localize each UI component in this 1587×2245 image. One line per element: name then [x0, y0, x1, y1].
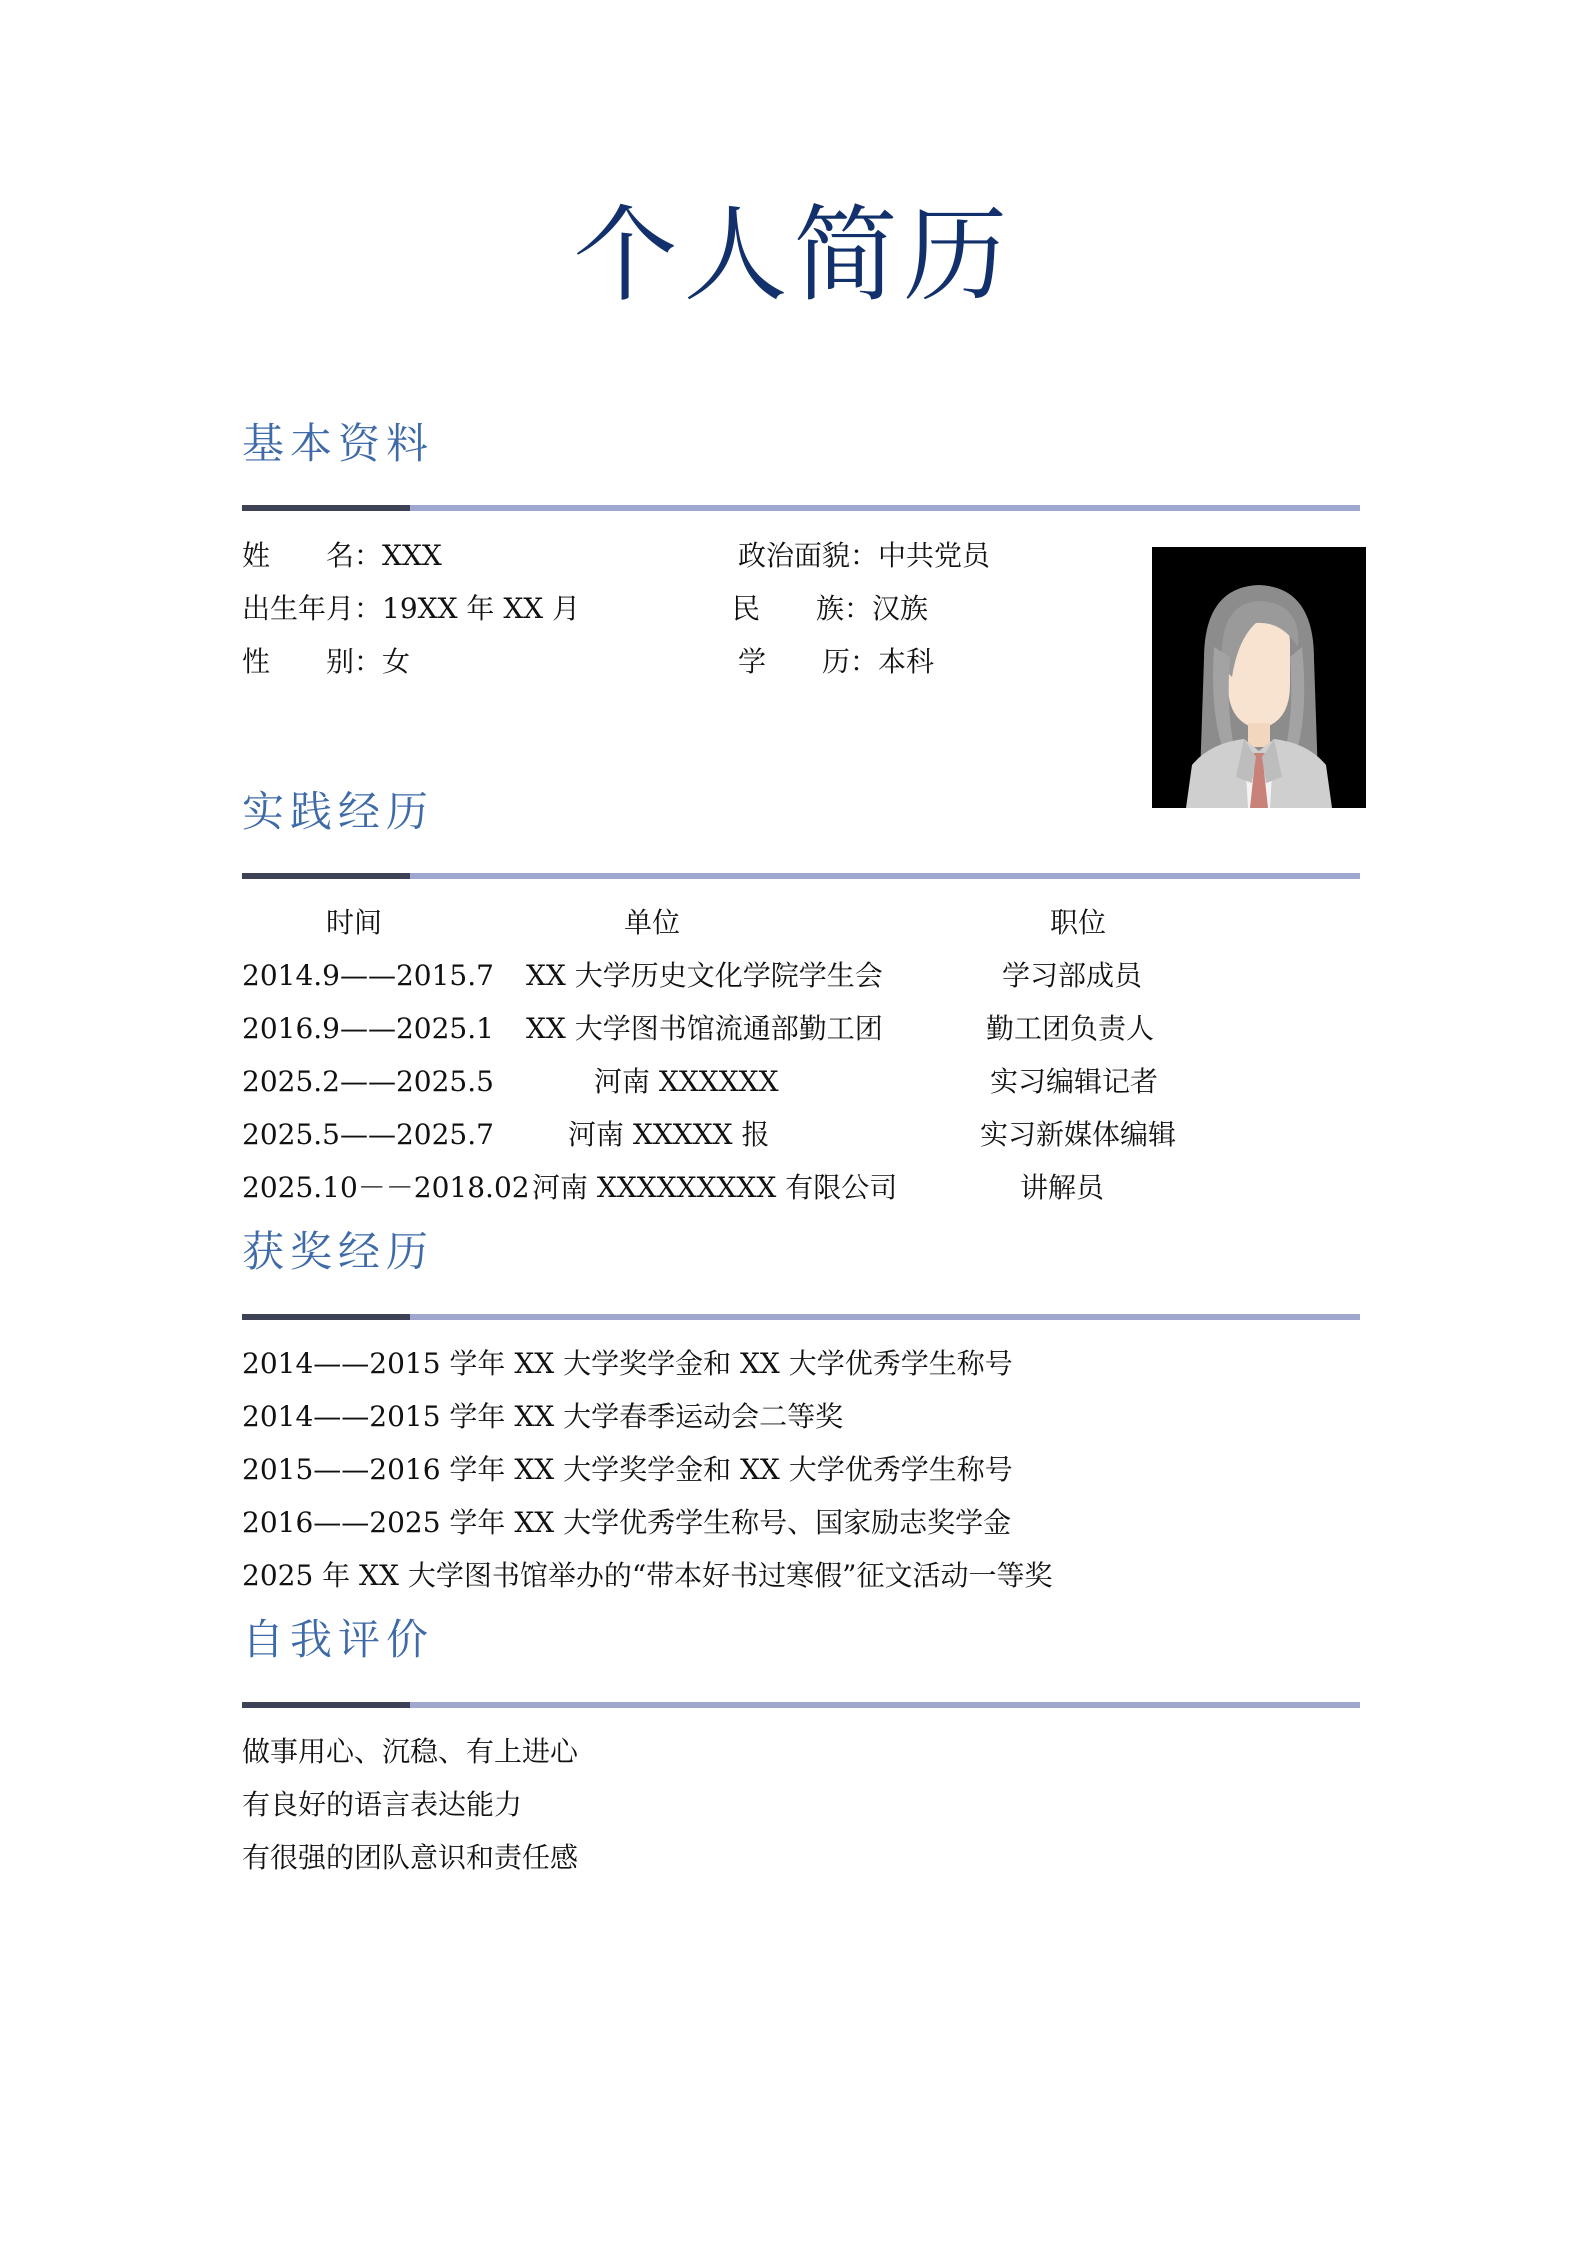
info-value: 汉族 — [872, 592, 929, 625]
profile-photo — [1152, 547, 1366, 808]
section-self-evaluation — [242, 1610, 1360, 1670]
info-label: 姓 名： — [242, 539, 383, 572]
self-evaluation-item: 有良好的语言表达能力 — [242, 1788, 523, 1821]
section-divider — [242, 873, 1360, 879]
info-value: 中共党员 — [878, 539, 991, 572]
section-divider — [242, 505, 1360, 511]
practice-time: 2014.9——2015.7 — [242, 959, 494, 992]
practice-unit: XX 大学历史文化学院学生会 — [526, 959, 883, 992]
practice-time: 2025.2——2025.5 — [242, 1065, 494, 1098]
column-header-unit: 单位 — [624, 906, 681, 939]
award-item: 2016——2025 学年 XX 大学优秀学生称号、国家励志奖学金 — [242, 1506, 1012, 1539]
info-value: 本科 — [878, 645, 935, 678]
practice-role: 实习新媒体编辑 — [980, 1118, 1177, 1151]
practice-time: 2016.9——2025.1 — [242, 1012, 494, 1045]
section-heading: 自我评价 — [242, 1615, 435, 1664]
practice-time: 2025.10－－2018.02 — [242, 1171, 530, 1204]
info-ethnicity-row — [732, 589, 928, 629]
info-value: XXX — [382, 539, 442, 572]
info-birth-row — [242, 589, 580, 629]
self-evaluation-item: 有很强的团队意识和责任感 — [242, 1841, 579, 1874]
info-label: 政治面貌： — [738, 539, 879, 572]
award-item: 2015——2016 学年 XX 大学奖学金和 XX 大学优秀学生称号 — [242, 1453, 1013, 1486]
practice-unit: 河南 XXXXXX — [594, 1065, 779, 1098]
award-item: 2025 年 XX 大学图书馆举办的“带本好书过寒假”征文活动一等奖 — [242, 1559, 1053, 1592]
section-heading: 基本资料 — [242, 419, 435, 468]
section-practice — [242, 782, 1360, 842]
info-label: 出生年月： — [242, 592, 383, 625]
section-divider — [242, 1314, 1360, 1320]
practice-unit: 河南 XXXXX 报 — [568, 1118, 770, 1151]
info-label: 学 历： — [738, 645, 879, 678]
column-header-role: 职位 — [1050, 906, 1107, 939]
section-awards — [242, 1222, 1360, 1282]
practice-time: 2025.5——2025.7 — [242, 1118, 494, 1151]
info-political-row — [738, 536, 990, 576]
female-avatar-icon — [1152, 547, 1366, 808]
info-education-row — [738, 642, 934, 682]
info-value: 女 — [382, 645, 411, 678]
practice-unit: XX 大学图书馆流通部勤工团 — [526, 1012, 883, 1045]
info-value: 19XX 年 XX 月 — [382, 592, 581, 625]
practice-unit: 河南 XXXXXXXXX 有限公司 — [532, 1171, 898, 1204]
info-label: 性 别： — [242, 645, 383, 678]
practice-role: 学习部成员 — [1002, 959, 1143, 992]
self-evaluation-item: 做事用心、沉稳、有上进心 — [242, 1735, 579, 1768]
info-gender-row — [242, 642, 410, 682]
practice-role: 实习编辑记者 — [990, 1065, 1159, 1098]
info-label: 民 族： — [732, 592, 873, 625]
section-basic-info — [242, 414, 1360, 474]
info-name-row — [242, 536, 442, 576]
page-title: 个人简历 — [573, 194, 1014, 316]
section-divider — [242, 1702, 1360, 1708]
award-item: 2014——2015 学年 XX 大学春季运动会二等奖 — [242, 1400, 844, 1433]
practice-role: 勤工团负责人 — [986, 1012, 1155, 1045]
award-item: 2014——2015 学年 XX 大学奖学金和 XX 大学优秀学生称号 — [242, 1347, 1013, 1380]
practice-role: 讲解员 — [1020, 1171, 1105, 1204]
section-heading: 获奖经历 — [242, 1227, 435, 1276]
section-heading: 实践经历 — [242, 787, 435, 836]
column-header-time: 时间 — [326, 906, 383, 939]
